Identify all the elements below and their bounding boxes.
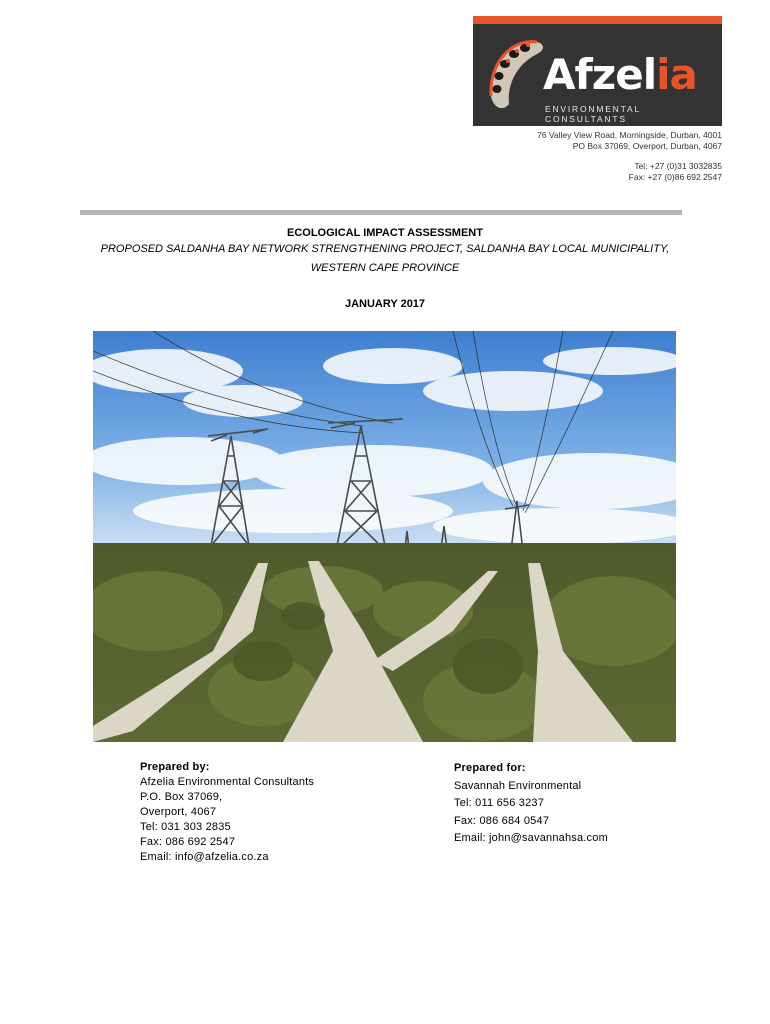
address-tel: Tel: +27 (0)31 3032835 [634, 161, 722, 171]
prepared-by-label: Prepared by: [140, 761, 210, 773]
prepared-by-email: Email: info@afzelia.co.za [140, 851, 269, 863]
cover-photo [93, 331, 676, 742]
address-line-2: PO Box 37069, Overport, Durban, 4067 [572, 141, 722, 151]
logo-subtitle: ENVIRONMENTAL CONSULTANTS [545, 104, 641, 124]
afzelia-pod-icon [481, 34, 545, 116]
prepared-by-line: Overport, 4067 [140, 806, 217, 818]
prepared-by-line: Afzelia Environmental Consultants [140, 776, 315, 788]
address-line-1: 76 Valley View Road, Morningside, Durban, 4001 [537, 130, 722, 140]
company-logo [473, 16, 722, 126]
prepared-by-line: P.O. Box 37069, [140, 791, 223, 803]
prepared-for-line: Tel: 011 656 3237 [454, 797, 545, 809]
logo-wordmark: Afzelia [543, 50, 697, 99]
prepared-for-email: Email: john@savannahsa.com [454, 832, 608, 844]
prepared-for-line: Fax: 086 684 0547 [454, 814, 550, 827]
prepared-for-block [454, 760, 608, 848]
project-title-line-2: WESTERN CAPE PROVINCE [310, 262, 460, 274]
project-title-line-1: PROPOSED SALDANHA BAY NETWORK STRENGTHENING PROJECT, SALDANHA BAY LOCAL MUNICIPALITY, [100, 243, 670, 255]
prepared-by-line: Tel: 031 303 2835 [140, 821, 231, 833]
header-divider [80, 210, 682, 215]
document-title: ECOLOGICAL IMPACT ASSESSMENT [287, 227, 483, 239]
company-address [537, 130, 722, 183]
document-date: JANUARY 2017 [344, 298, 426, 310]
prepared-for-line: Savannah Environmental [454, 779, 582, 792]
prepared-for-label: Prepared for: [454, 762, 526, 774]
prepared-by-line: Fax: 086 692 2547 [140, 836, 236, 848]
address-fax: Fax: +27 (0)86 692 2547 [628, 172, 722, 182]
prepared-by-block [140, 760, 314, 865]
